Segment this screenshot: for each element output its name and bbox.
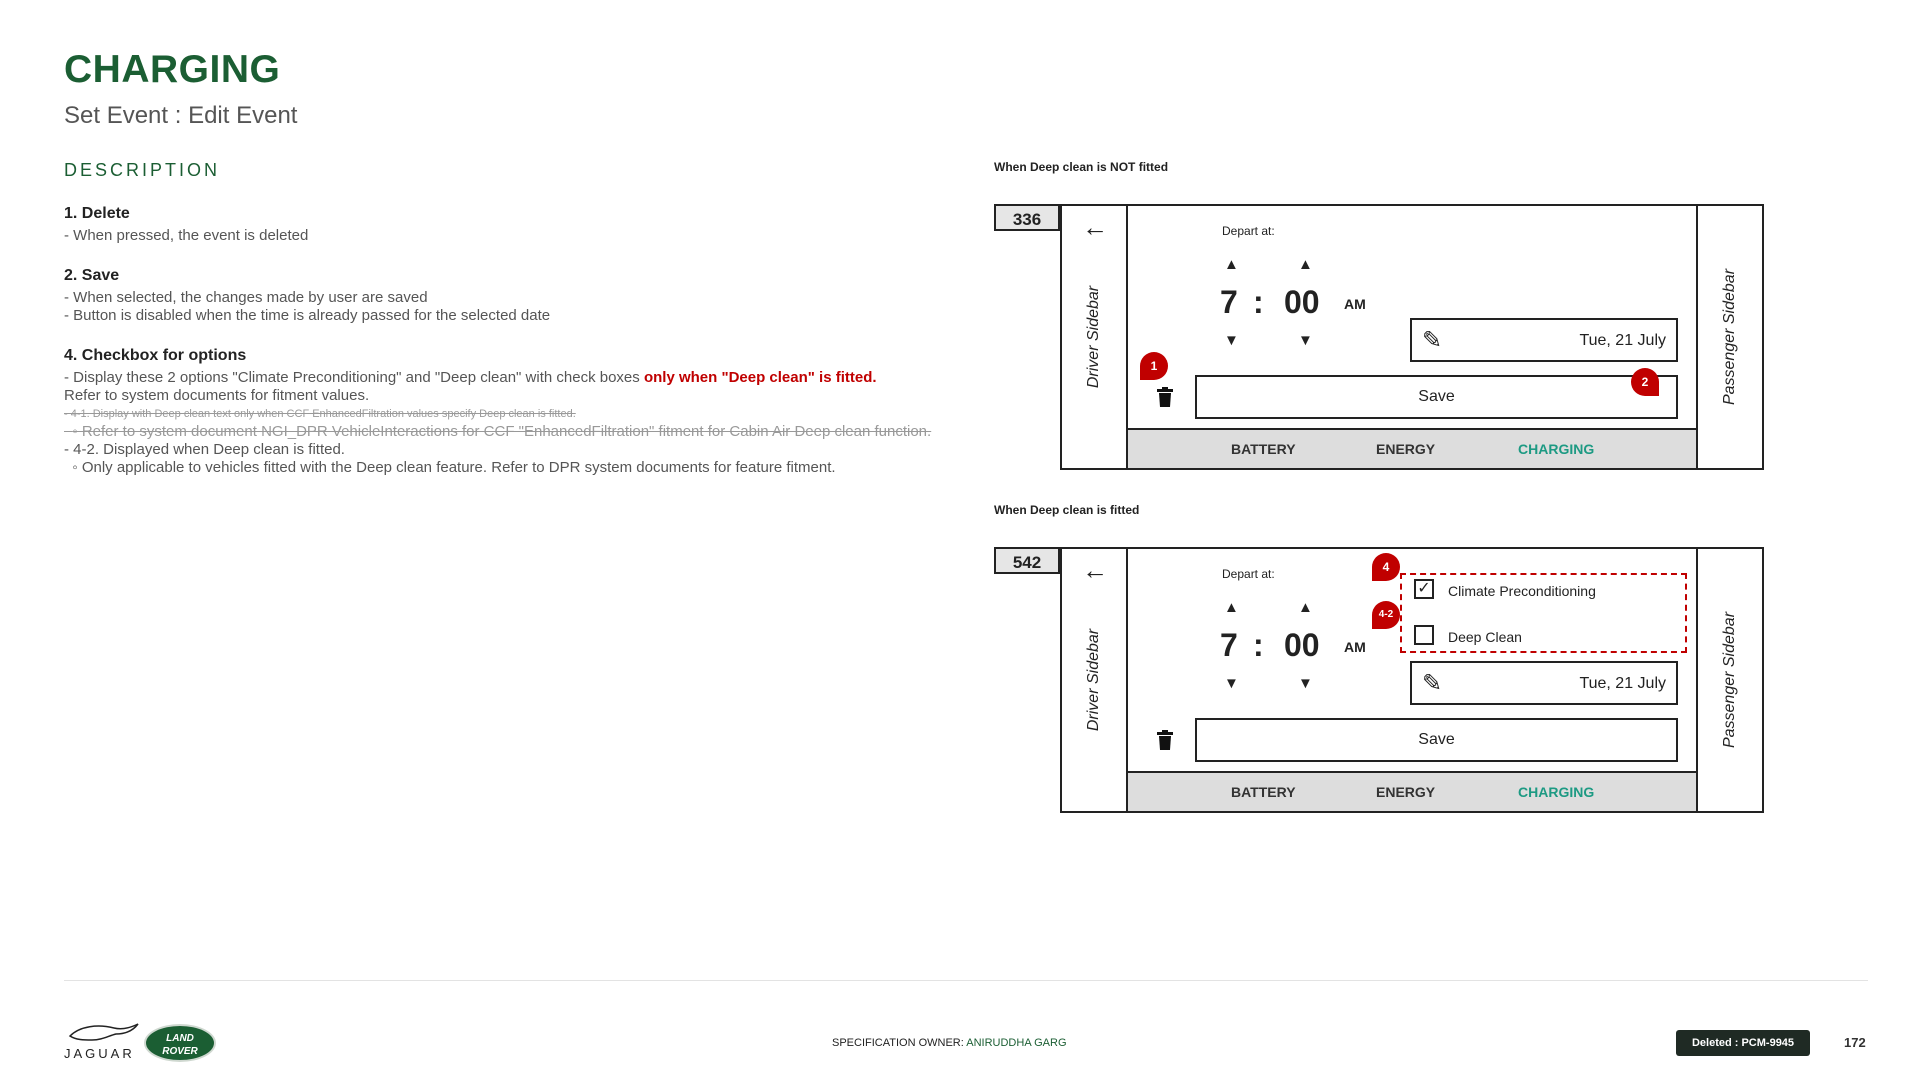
climate-option-label: Climate Preconditioning [1448, 583, 1596, 599]
strike-text-1: - 4-1. Display with Deep clean text only when CCF EnhancedFiltration values specify Deep clean is fitted. [64, 408, 576, 420]
event-editor [1128, 549, 1698, 771]
screen-id: 542 [994, 547, 1060, 574]
screen-2-caption: When Deep clean is fitted [994, 503, 1140, 517]
deleted-badge: Deleted : PCM-9945 [1676, 1030, 1810, 1056]
section-delete-text: - When pressed, the event is deleted [64, 227, 309, 244]
section-checkbox-text-1 [64, 369, 964, 387]
land-rover-logo [144, 1024, 216, 1062]
passenger-sidebar-label: Passenger Sidebar [1721, 611, 1738, 749]
section-checkbox-text-3: - 4-2. Displayed when Deep clean is fitted. [64, 441, 345, 458]
depart-label: Depart at: [1222, 224, 1275, 238]
screen-id: 336 [994, 204, 1060, 231]
tab-charging[interactable]: CHARGING [1518, 441, 1595, 457]
date-value: Tue, 21 July [1579, 332, 1666, 349]
depart-label: Depart at: [1222, 567, 1275, 581]
hour-up-icon[interactable]: ▲ [1224, 256, 1239, 273]
hour-value[interactable]: 7 [1220, 627, 1238, 663]
time-colon: : [1253, 627, 1264, 663]
tab-energy[interactable]: ENERGY [1376, 441, 1436, 457]
ampm-toggle[interactable]: AM [1344, 296, 1366, 312]
event-editor [1128, 206, 1698, 428]
checkbox-text-highlight: only when "Deep clean" is fitted. [643, 369, 877, 386]
screen-1-caption: When Deep clean is NOT fitted [994, 160, 1169, 174]
driver-sidebar-label: Driver Sidebar [1085, 285, 1102, 389]
jaguar-logo-icon [68, 1022, 140, 1044]
annotation-badge-options: 4 [1372, 553, 1400, 581]
pencil-icon: ✎ [1422, 670, 1443, 697]
driver-sidebar [1062, 549, 1128, 811]
description-body [64, 205, 964, 499]
options-group [1400, 573, 1687, 653]
section-save-text-2: - Button is disabled when the time is already passed for the selected date [64, 307, 551, 324]
passenger-sidebar [1696, 549, 1762, 811]
tab-charging[interactable]: CHARGING [1518, 784, 1595, 800]
section-save-text-1: - When selected, the changes made by user are saved [64, 289, 428, 306]
spec-owner [832, 1037, 1067, 1049]
trash-icon[interactable] [1156, 387, 1174, 407]
back-arrow-icon[interactable]: ← [1082, 212, 1108, 242]
deep-clean-checkbox[interactable] [1414, 625, 1434, 645]
page-number: 172 [1844, 1035, 1866, 1050]
date-selector[interactable] [1410, 661, 1678, 705]
minute-value[interactable]: 00 [1284, 627, 1320, 663]
land-rover-line-1: LAND [166, 1033, 194, 1044]
trash-icon[interactable] [1156, 730, 1174, 750]
save-button[interactable]: Save [1195, 718, 1678, 762]
back-arrow-icon[interactable]: ← [1082, 555, 1108, 585]
screen-frame [1060, 204, 1764, 470]
tab-battery[interactable]: BATTERY [1231, 784, 1296, 800]
annotation-badge-deep-clean: 4-2 [1372, 601, 1400, 629]
annotation-badge-delete: 1 [1140, 352, 1168, 380]
minute-value[interactable]: 00 [1284, 284, 1320, 320]
driver-sidebar-label: Driver Sidebar [1085, 628, 1102, 732]
screen-frame [1060, 547, 1764, 813]
section-checkbox-title: 4. Checkbox for options [64, 347, 247, 364]
date-selector[interactable] [1410, 318, 1678, 362]
hour-up-icon[interactable]: ▲ [1224, 599, 1239, 616]
footer-divider [64, 980, 1868, 981]
page-title: CHARGING [64, 48, 281, 91]
passenger-sidebar [1696, 206, 1762, 468]
date-value: Tue, 21 July [1579, 675, 1666, 692]
description-heading: DESCRIPTION [64, 160, 221, 180]
bottom-tab-bar [1128, 428, 1698, 468]
minute-down-icon[interactable]: ▼ [1298, 675, 1313, 692]
page-subtitle: Set Event : Edit Event [64, 102, 298, 129]
checkbox-text-plain: - Display these 2 options "Climate Preconditioning" and "Deep clean" with check boxes [64, 369, 644, 386]
section-save-title: 2. Save [64, 267, 120, 284]
land-rover-line-2: ROVER [162, 1046, 198, 1057]
spec-owner-label: SPECIFICATION OWNER: [832, 1037, 967, 1049]
climate-checkbox[interactable]: ✓ [1414, 579, 1434, 599]
annotation-badge-save: 2 [1631, 368, 1659, 396]
tab-battery[interactable]: BATTERY [1231, 441, 1296, 457]
time-colon: : [1253, 284, 1264, 320]
section-checkbox-text-2: Refer to system documents for fitment values. [64, 387, 370, 404]
deep-clean-option-label: Deep Clean [1448, 629, 1522, 645]
hour-down-icon[interactable]: ▼ [1224, 675, 1239, 692]
driver-sidebar [1062, 206, 1128, 468]
minute-down-icon[interactable]: ▼ [1298, 332, 1313, 349]
bottom-tab-bar [1128, 771, 1698, 811]
spec-owner-name: ANIRUDDHA GARG [966, 1037, 1067, 1049]
section-delete-title: 1. Delete [64, 205, 130, 222]
hour-down-icon[interactable]: ▼ [1224, 332, 1239, 349]
save-button[interactable]: Save [1195, 375, 1678, 419]
ampm-toggle[interactable]: AM [1344, 639, 1366, 655]
minute-up-icon[interactable]: ▲ [1298, 599, 1313, 616]
strike-text-2: ◦ Refer to system document NGI_DPR VehicleInteractions for CCF "EnhancedFiltration" fitment for Cabin Air Deep clean function. [64, 423, 932, 440]
screen-1 [994, 204, 1764, 472]
section-checkbox-text-4: ◦ Only applicable to vehicles fitted with the Deep clean feature. Refer to DPR system documents for feature fitment. [64, 459, 836, 476]
passenger-sidebar-label: Passenger Sidebar [1721, 268, 1738, 406]
jaguar-wordmark: JAGUAR [64, 1046, 135, 1061]
screen-2 [994, 547, 1764, 815]
hour-value[interactable]: 7 [1220, 284, 1238, 320]
pencil-icon: ✎ [1422, 327, 1443, 354]
tab-energy[interactable]: ENERGY [1376, 784, 1436, 800]
minute-up-icon[interactable]: ▲ [1298, 256, 1313, 273]
